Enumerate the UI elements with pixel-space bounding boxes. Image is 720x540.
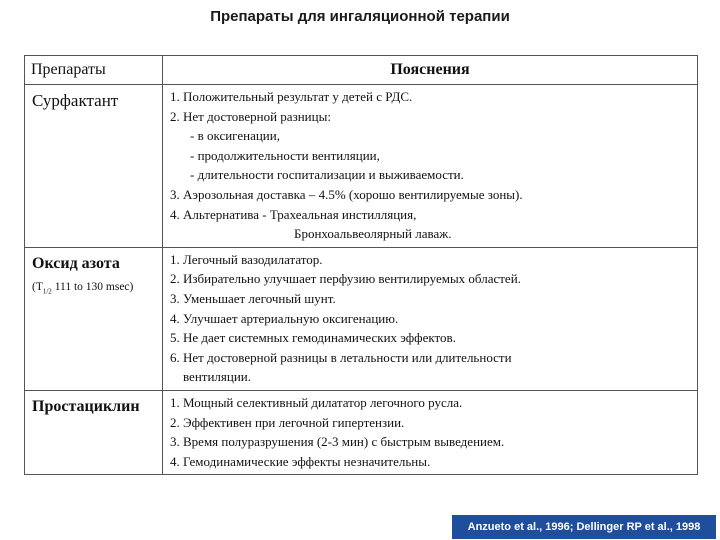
drug-cell: [25, 85, 163, 248]
table-row: [25, 390, 698, 474]
note-line: 1. Положительный результат у детей с РДС.: [170, 89, 413, 104]
citation-box: Anzueto et al., 1996; Dellinger RP et al., 1998: [452, 513, 716, 539]
notes-cell: [163, 85, 698, 248]
drug-cell: [25, 390, 163, 474]
header-notes: Пояснения: [163, 56, 698, 85]
half-life-note: [32, 280, 162, 298]
note-line: Бронхоальвеолярный лаваж.: [294, 226, 452, 242]
notes-cell: [163, 247, 698, 390]
note-line: 4. Альтернатива - Трахеальная инстилляция,: [170, 206, 417, 222]
note-line: 2. Эффективен при легочной гипертензии.: [170, 414, 405, 430]
table-row: [25, 247, 698, 390]
half-life-value: 111 to 130 msec): [51, 280, 134, 293]
note-line: - в оксигенации,: [190, 128, 280, 144]
note-line: 2. Нет достоверной разницы:: [170, 108, 331, 124]
drug-name: Простациклин: [32, 397, 140, 415]
note-line: 4. Гемодинамические эффекты незначительны.: [170, 453, 431, 469]
drug-cell: [25, 247, 163, 390]
note-line: 3. Аэрозольная доставка – 4.5% (хорошо вентилируемые зоны).: [170, 186, 523, 202]
note-line: 3. Уменьшает легочный шунт.: [170, 290, 336, 306]
note-line: 1. Мощный селективный дилататор легочного русла.: [170, 394, 463, 410]
note-line: 3. Время полуразрушения (2-3 мин) с быстрым выведением.: [170, 434, 505, 450]
therapy-table: [24, 55, 698, 475]
page-title: Препараты для ингаляционной терапии: [210, 8, 510, 25]
drug-name: Оксид азота: [32, 254, 120, 272]
note-line: - продолжительности вентиляции,: [190, 147, 380, 163]
note-line: 2. Избирательно улучшает перфузию вентилируемых областей.: [170, 271, 521, 287]
note-line: 5. Не дает системных гемодинамических эффектов.: [170, 330, 456, 346]
table-row: [25, 85, 698, 248]
half-life-prefix: (T: [32, 280, 43, 293]
note-line: 4. Улучшает артериальную оксигенацию.: [170, 310, 399, 326]
half-life-subscript: 1/2: [42, 287, 52, 296]
note-line: 6. Нет достоверной разницы в летальности или длительности: [170, 349, 512, 365]
table-header-row: [25, 56, 698, 85]
header-drugs: Препараты: [25, 56, 163, 85]
note-line: вентиляции.: [183, 369, 252, 385]
drug-name: Сурфактант: [32, 91, 119, 110]
note-line: - длительности госпитализации и выживаемости.: [190, 167, 464, 183]
notes-cell: [163, 390, 698, 474]
note-line: 1. Легочный вазодилататор.: [170, 251, 323, 267]
